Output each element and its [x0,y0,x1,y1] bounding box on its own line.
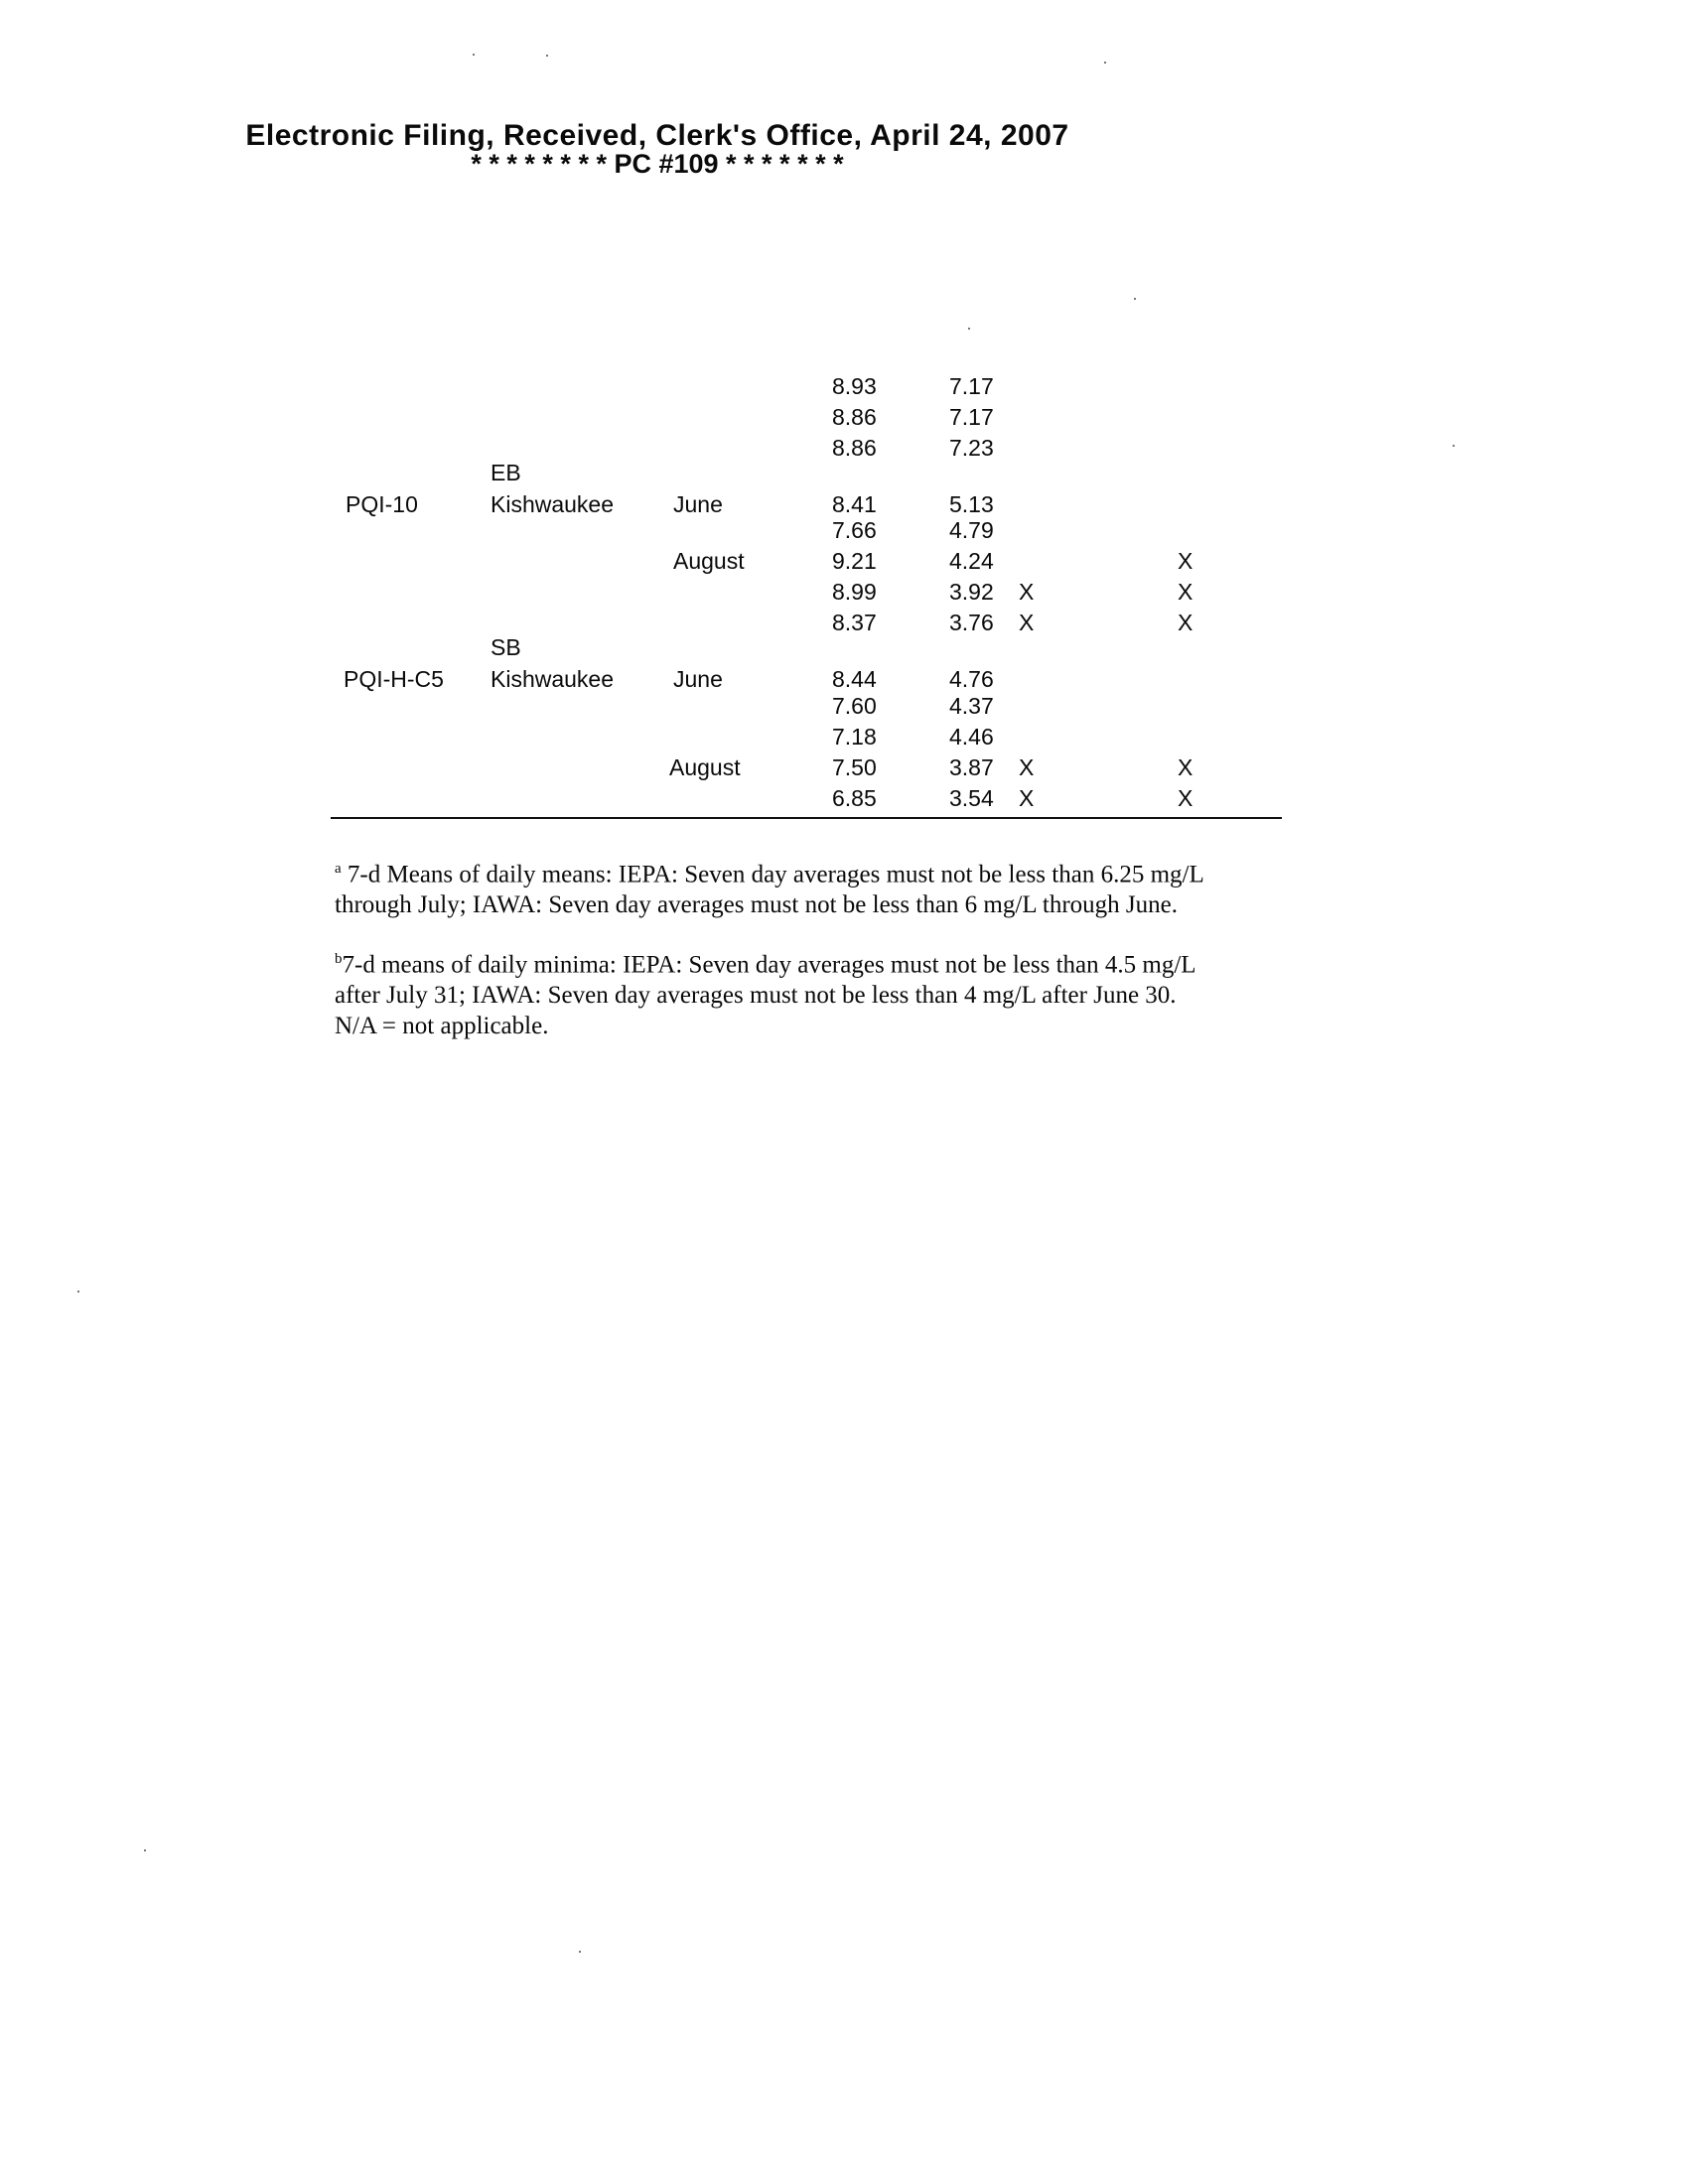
filing-stamp-title: Electronic Filing, Received, Clerk's Office, April 24, 2007 [245,119,1069,152]
daily-mean-value: 8.41 [832,491,877,517]
exceedance-flag-iawa: X [1178,548,1193,574]
daily-minimum-value: 4.24 [949,548,994,574]
daily-minimum-value: 5.13 [949,491,994,517]
daily-minimum-value: 4.46 [949,724,994,750]
stream-branch: SB [491,634,521,660]
sample-month: August [673,548,745,574]
stream-name: Kishwaukee [491,666,615,692]
exceedance-flag-iepa: X [1019,610,1035,635]
footnote-b-marker: b [335,951,343,967]
daily-mean-value: 8.86 [832,404,877,430]
scan-speck [1104,62,1106,64]
table-bottom-rule [331,817,1282,819]
daily-minimum-value: 3.87 [949,754,994,780]
scan-speck [144,1849,146,1851]
daily-minimum-value: 4.76 [949,666,994,692]
filing-stamp-pc-number: * * * * * * * * PC #109 * * * * * * * [471,149,844,179]
daily-minimum-value: 3.92 [949,579,994,605]
scan-speck [968,328,970,330]
scan-speck [77,1291,79,1293]
exceedance-flag-iepa: X [1019,579,1035,605]
footnote-a [335,854,1397,920]
exceedance-flag-iawa: X [1178,785,1193,811]
exceedance-flag-iawa: X [1178,754,1193,780]
daily-minimum-value: 3.54 [949,785,994,811]
daily-mean-value: 8.86 [832,435,877,461]
daily-mean-value: 7.66 [832,517,877,543]
footnote-b-line-1: 7-d means of daily minima: IEPA: Seven day averages must not be less than 4.5 mg/L [342,951,1196,979]
stream-name: Kishwaukee [491,491,615,517]
scan-speck [473,54,475,56]
sample-month: August [669,754,741,780]
daily-minimum-value: 7.17 [949,373,994,399]
daily-mean-value: 7.60 [832,693,877,719]
daily-minimum-value: 7.23 [949,435,994,461]
footnote-a-line-1: 7-d Means of daily means: IEPA: Seven day averages must not be less than 6.25 mg/L [347,861,1204,888]
footnote-b-line-2: after July 31; IAWA: Seven day averages must not be less than 4 mg/L after June 30. [335,982,1177,1010]
daily-mean-value: 8.44 [832,666,877,692]
daily-mean-value: 8.37 [832,610,877,635]
scan-speck [1453,445,1455,447]
daily-mean-value: 7.18 [832,724,877,750]
stream-branch: EB [491,460,521,485]
sample-month: June [673,491,723,517]
site-id: PQI-H-C5 [344,666,444,692]
scan-speck [579,1951,581,1953]
site-id: PQI-10 [346,491,418,517]
daily-minimum-value: 4.79 [949,517,994,543]
footnote-b [335,944,1397,1041]
sample-month: June [673,666,723,692]
filing-header [0,119,1684,180]
footnote-b-line-3: N/A = not applicable. [335,1013,549,1040]
daily-mean-value: 8.93 [832,373,877,399]
scan-speck [1134,298,1136,300]
footnote-a-marker: a [335,861,342,877]
scan-speck [546,55,548,57]
daily-mean-value: 6.85 [832,785,877,811]
daily-minimum-value: 4.37 [949,693,994,719]
footnote-a-line-2: through July; IAWA: Seven day averages must not be less than 6 mg/L through June. [335,891,1179,919]
daily-mean-value: 9.21 [832,548,877,574]
daily-minimum-value: 7.17 [949,404,994,430]
exceedance-flag-iawa: X [1178,610,1193,635]
daily-mean-value: 8.99 [832,579,877,605]
daily-mean-value: 7.50 [832,754,877,780]
exceedance-flag-iepa: X [1019,785,1035,811]
daily-minimum-value: 3.76 [949,610,994,635]
exceedance-flag-iawa: X [1178,579,1193,605]
exceedance-flag-iepa: X [1019,754,1035,780]
